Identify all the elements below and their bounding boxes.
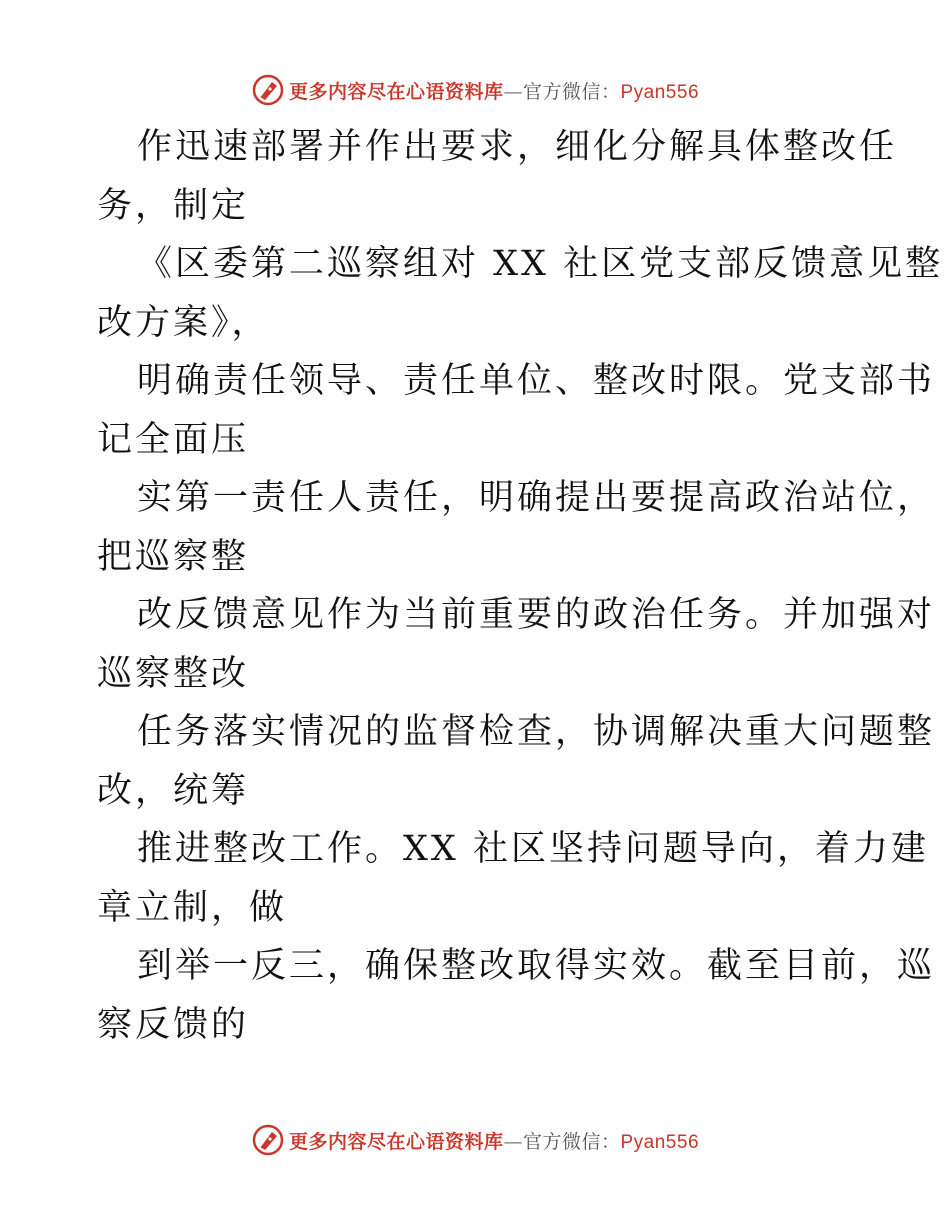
header-brand-text: 更多内容尽在心语资料库 bbox=[288, 80, 504, 103]
body-line: 作迅速部署并作出要求，细化分解具体整改任 bbox=[137, 127, 898, 167]
body-line: 到举一反三，确保整改取得实效。截至目前，巡 bbox=[137, 946, 936, 986]
body-line: 务，制定 bbox=[97, 185, 250, 226]
body-line: 改反馈意见作为当前重要的政治任务。并加强对 bbox=[137, 595, 936, 635]
footer-banner-text bbox=[289, 1127, 699, 1154]
body-line: 任务落实情况的监督检查，协调解决重大问题整 bbox=[137, 712, 936, 752]
footer-dash: — bbox=[503, 1130, 523, 1153]
body-line: 记全面压 bbox=[97, 419, 250, 460]
header-dash: — bbox=[503, 80, 523, 103]
header-banner bbox=[0, 70, 950, 110]
footer-brand-text: 更多内容尽在心语资料库 bbox=[288, 1130, 504, 1153]
header-wechat-id: Pyan556 bbox=[620, 81, 700, 103]
pen-nib-logo-icon bbox=[251, 73, 285, 107]
header-banner-text bbox=[289, 77, 699, 104]
body-line: 明确责任领导、责任单位、整改时限。党支部书 bbox=[137, 361, 936, 401]
body-line: 把巡察整 bbox=[97, 536, 250, 577]
body-line: 实第一责任人责任，明确提出要提高政治站位， bbox=[137, 478, 936, 518]
header-wechat-label: 官方微信： bbox=[522, 80, 621, 103]
body-line: 改，统筹 bbox=[97, 770, 250, 811]
pen-nib-logo-icon bbox=[251, 1123, 285, 1157]
body-line: 改方案》， bbox=[97, 302, 270, 343]
footer-banner bbox=[0, 1120, 950, 1160]
document-body bbox=[97, 118, 944, 1054]
footer-wechat-label: 官方微信： bbox=[522, 1130, 621, 1153]
body-line: 《区委第二巡察组对 XX 社区党支部反馈意见整 bbox=[137, 244, 944, 284]
body-line: 章立制，做 bbox=[97, 887, 288, 928]
footer-wechat-id: Pyan556 bbox=[620, 1131, 700, 1153]
body-line: 察反馈的 bbox=[97, 1004, 250, 1045]
body-line: 推进整改工作。XX 社区坚持问题导向，着力建 bbox=[137, 829, 929, 869]
body-line: 巡察整改 bbox=[97, 653, 250, 694]
